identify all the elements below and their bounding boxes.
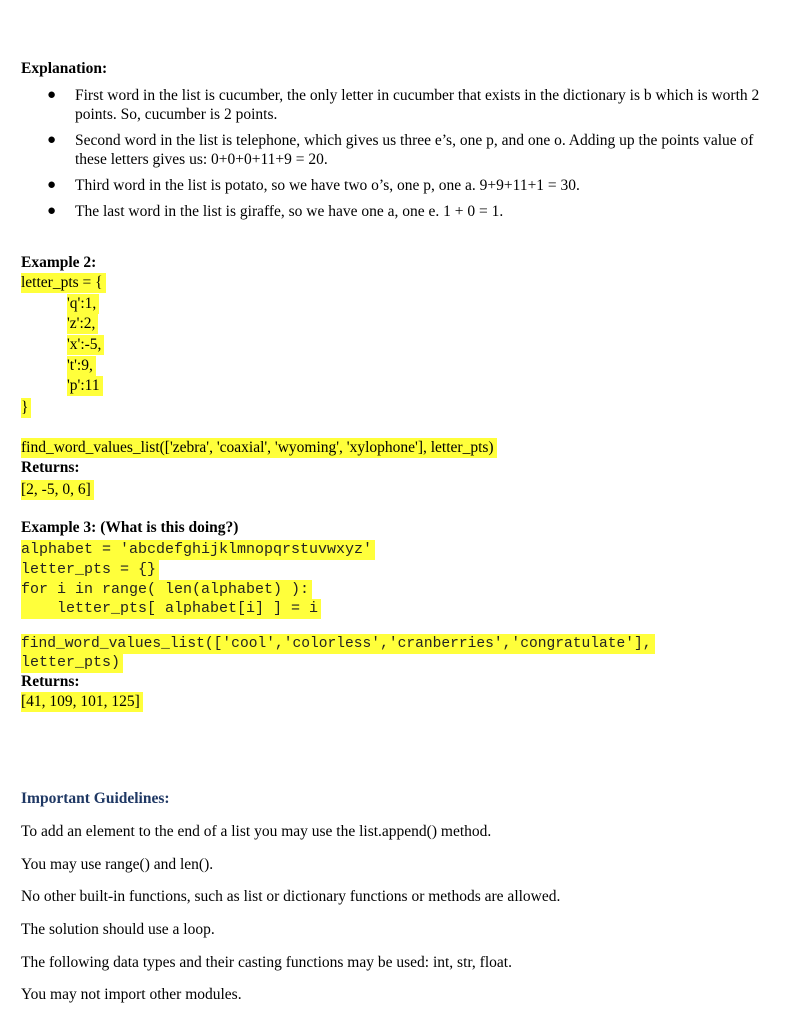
example2-call: find_word_values_list(['zebra', 'coaxial', 'wyoming', 'xylophone'], letter_pts): [21, 438, 497, 458]
list-item: [21, 176, 761, 195]
guidelines-heading: Important Guidelines:: [21, 790, 170, 807]
code-line: letter_pts = {}: [21, 560, 159, 580]
code-line: letter_pts[ alphabet[i] ] = i: [21, 599, 321, 619]
bullet-icon: ●: [47, 203, 57, 219]
example2-heading: Example 2:: [21, 254, 97, 271]
bullet-icon: ●: [47, 87, 57, 103]
bullet-icon: ●: [47, 177, 57, 193]
list-item: [21, 202, 761, 221]
bullet-icon: ●: [47, 132, 57, 148]
guideline-item: No other built-in functions, such as list or dictionary functions or methods are allowed.: [21, 888, 561, 905]
list-item: [21, 86, 761, 124]
guideline-item: You may use range() and len().: [21, 856, 214, 873]
example3-heading: Example 3: (What is this doing?): [21, 519, 239, 536]
explanation-heading: Explanation:: [21, 60, 108, 77]
example2-returns-value: [2, -5, 0, 6]: [21, 480, 94, 500]
example3-returns-value: [41, 109, 101, 125]: [21, 692, 143, 712]
example3-returns-label: Returns:: [21, 673, 80, 690]
bullet-text: Second word in the list is telephone, which gives us three e’s, one p, and one o. Adding up the points value of these letters gives us: 0+0+0+11+9 = 20.: [75, 132, 754, 168]
code-line: alphabet = 'abcdefghijklmnopqrstuvwxyz': [21, 540, 375, 560]
guideline-item: You may not import other modules.: [21, 986, 242, 1003]
dict-close-line: }: [21, 398, 31, 418]
dict-entry: 'p':11: [67, 376, 103, 396]
bullet-text: First word in the list is cucumber, the only letter in cucumber that exists in the dictionary is b which is worth 2 points. So, cucumber is 2 points.: [75, 87, 760, 123]
example3-call-line2: letter_pts): [21, 653, 123, 673]
guideline-item: The following data types and their casting functions may be used: int, str, float.: [21, 954, 512, 971]
example3-call-line1: find_word_values_list(['cool','colorless','cranberries','congratulate'],: [21, 634, 655, 654]
bullet-text: The last word in the list is giraffe, so we have one a, one e. 1 + 0 = 1.: [75, 203, 504, 220]
example2-returns-label: Returns:: [21, 459, 80, 476]
dict-entry: 't':9,: [67, 356, 96, 376]
guideline-item: To add an element to the end of a list you may use the list.append() method.: [21, 823, 492, 840]
guideline-item: The solution should use a loop.: [21, 921, 215, 938]
dict-entry: 'q':1,: [67, 294, 99, 314]
dict-open-line: letter_pts = {: [21, 273, 106, 293]
bullet-text: Third word in the list is potato, so we have two o’s, one p, one a. 9+9+11+1 = 30.: [75, 177, 580, 194]
dict-entry: 'z':2,: [67, 314, 98, 334]
code-line: for i in range( len(alphabet) ):: [21, 580, 312, 600]
explanation-list: [21, 86, 761, 228]
dict-entry: 'x':-5,: [67, 335, 104, 355]
list-item: [21, 131, 761, 169]
